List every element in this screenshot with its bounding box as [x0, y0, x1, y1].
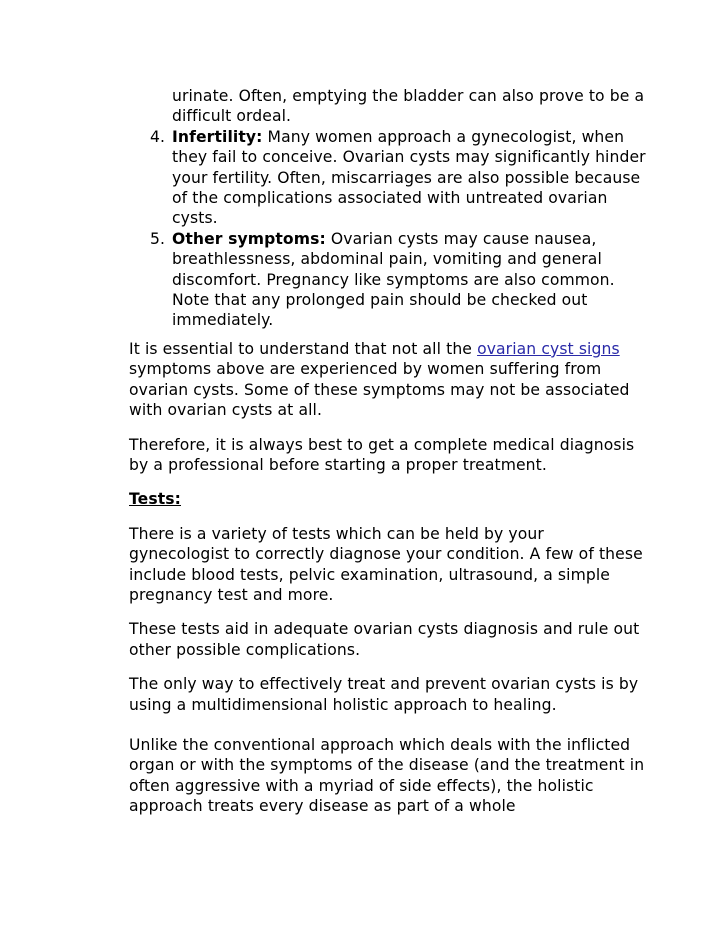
symptoms-list	[129, 86, 649, 331]
document-page	[129, 86, 649, 831]
paragraph-text: It is essential to understand that not all the	[129, 339, 478, 358]
list-item-number: 5.	[150, 229, 166, 248]
list-item-other-symptoms	[129, 229, 649, 331]
paragraph-tests: There is a variety of tests which can be held by your gynecologist to correctly diagnose your condition. A few of these include blood tests, pelvic examination, ultrasound, a simple pregnancy test and more.	[129, 524, 643, 604]
paragraph-diagnosis: Therefore, it is always best to get a complete medical diagnosis by a professional before starting a proper treatment.	[129, 435, 635, 474]
list-item-text: urinate. Often, emptying the bladder can also prove to be a difficult ordeal.	[172, 87, 645, 126]
list-item-label: Other symptoms:	[172, 229, 326, 248]
paragraph-text: symptoms above are experienced by women suffering from ovarian cysts. Some of these symptoms may not be associated with ovarian cysts at all.	[129, 360, 630, 420]
list-item-continued	[129, 86, 649, 127]
list-item-number: 4.	[150, 127, 166, 146]
ovarian-cyst-signs-link[interactable]: ovarian cyst signs	[477, 339, 620, 358]
paragraph-holistic-approach: The only way to effectively treat and prevent ovarian cysts is by using a multidimensional holistic approach to healing.	[129, 675, 639, 714]
list-item-label: Infertility:	[172, 127, 263, 146]
list-item-text: Many women approach a gynecologist, when they fail to conceive. Ovarian cysts may significantly hinder your fertility. Often, miscarriages are also possible because of the complications associated with untreated ovarian cysts.	[172, 127, 646, 228]
paragraph-symptoms-note	[129, 339, 649, 421]
paragraph-conventional-approach: Unlike the conventional approach which deals with the inflicted organ or with the symptoms of the disease (and the treatment in often aggressive with a myriad of side effects), the holistic approach treats every disease as part of a whole	[129, 735, 645, 816]
list-item-text: Ovarian cysts may cause nausea, breathlessness, abdominal pain, vomiting and general discomfort. Pregnancy like symptoms are also common. Note that any prolonged pain should be checked out immediately.	[172, 229, 615, 330]
list-item-infertility	[129, 127, 649, 229]
paragraph-tests-aid: These tests aid in adequate ovarian cysts diagnosis and rule out other possible complications.	[129, 620, 640, 659]
section-heading-tests: Tests:	[129, 490, 181, 509]
